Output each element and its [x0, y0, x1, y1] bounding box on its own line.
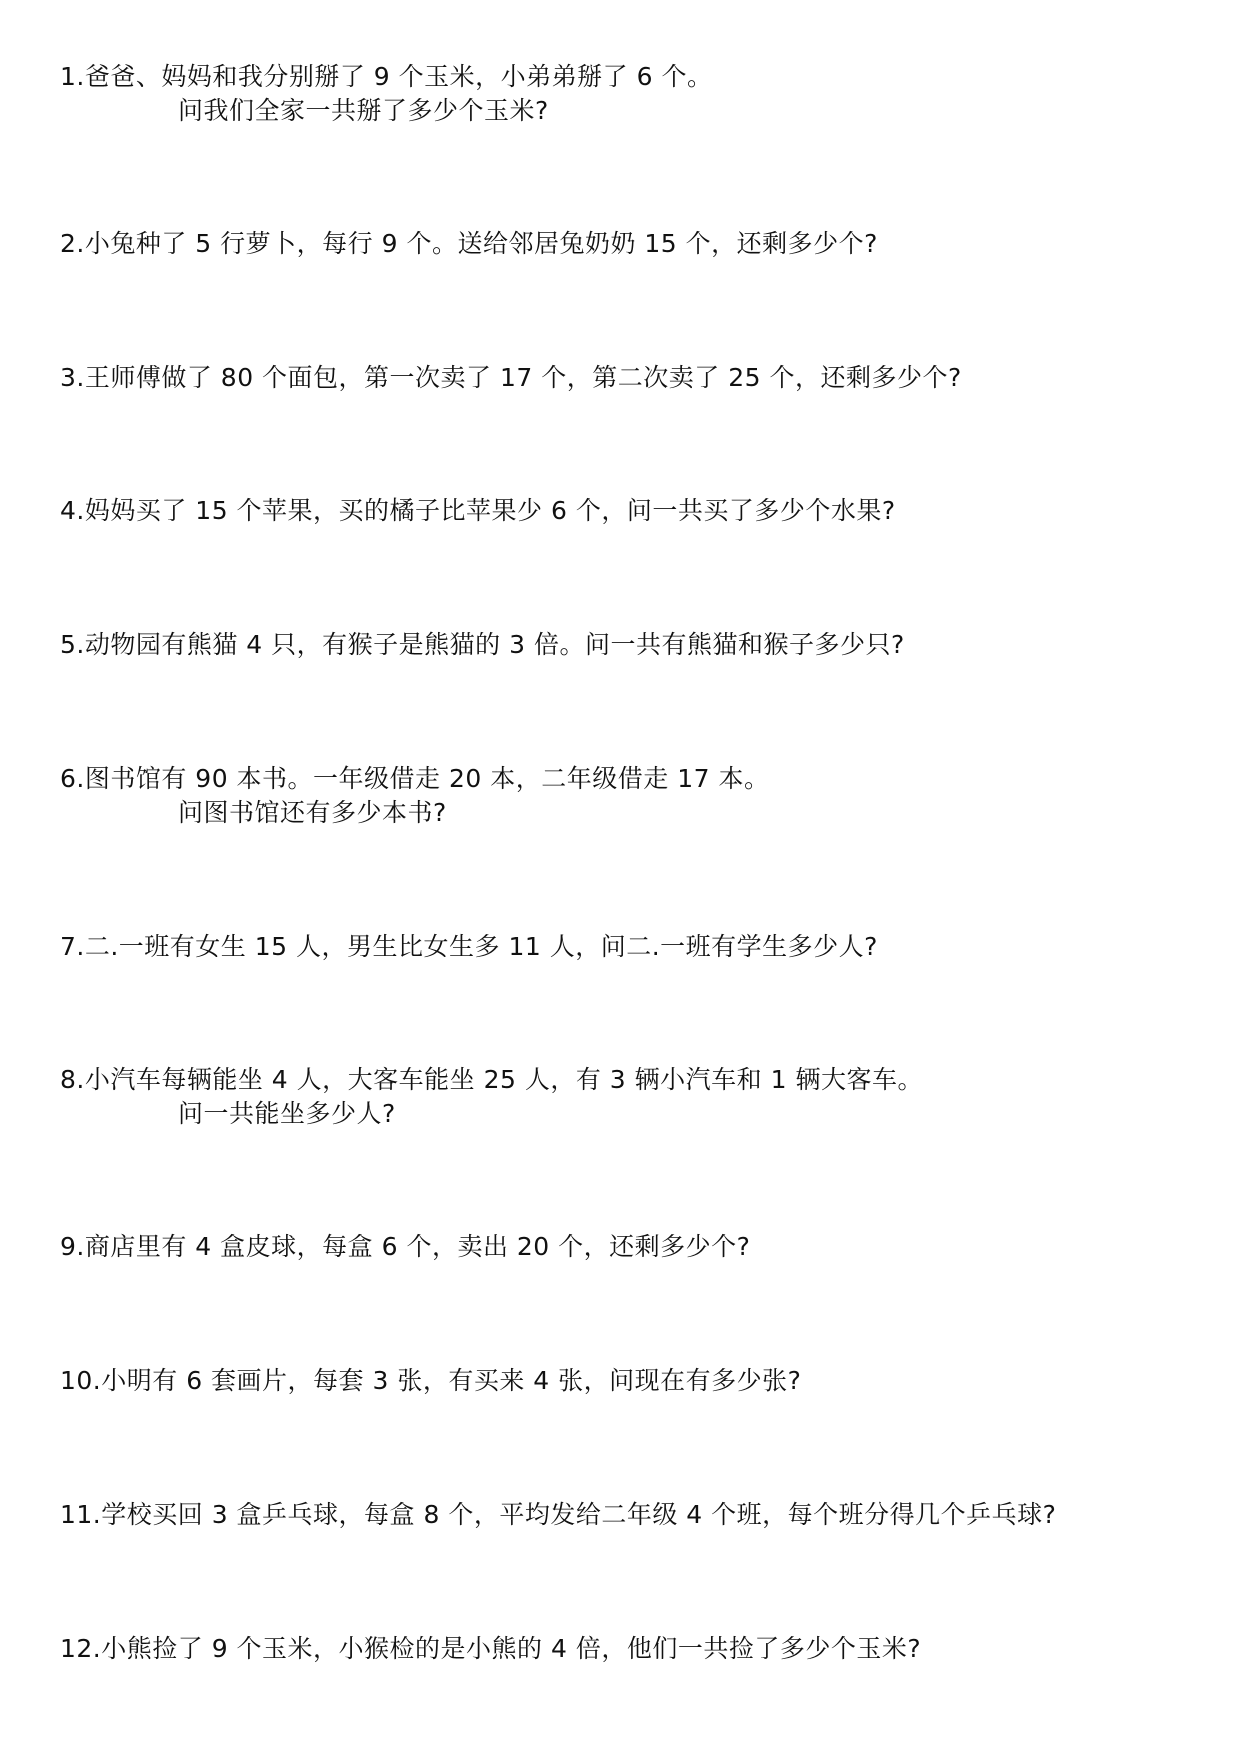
problem-8-question: 问一共能坐多少人? [178, 1099, 396, 1128]
problem-3-text: 3.王师傅做了 80 个面包，第一次卖了 17 个，第二次卖了 25 个，还剩多少个? [60, 363, 962, 392]
problem-6 [60, 762, 1210, 830]
problem-10 [60, 1364, 1210, 1398]
problem-4-text: 4.妈妈买了 15 个苹果，买的橘子比苹果少 6 个，问一共买了多少个水果? [60, 496, 896, 525]
problem-1-question: 问我们全家一共掰了多少个玉米? [178, 96, 549, 125]
problem-9 [60, 1230, 1210, 1264]
problem-10-text: 10.小明有 6 套画片，每套 3 张，有买来 4 张，问现在有多少张? [60, 1366, 802, 1395]
problem-6-text: 6.图书馆有 90 本书。一年级借走 20 本，二年级借走 17 本。 [60, 764, 770, 793]
problem-7 [60, 930, 1210, 964]
problem-3 [60, 361, 1210, 395]
problem-9-text: 9.商店里有 4 盒皮球，每盒 6 个，卖出 20 个，还剩多少个? [60, 1232, 751, 1261]
problem-6-question: 问图书馆还有多少本书? [178, 798, 447, 827]
problem-11 [60, 1498, 1210, 1532]
problem-11-text: 11.学校买回 3 盒乒乓球，每盒 8 个，平均发给二年级 4 个班，每个班分得几个乒乓球? [60, 1500, 1057, 1529]
problem-1-text: 1.爸爸、妈妈和我分别掰了 9 个玉米，小弟弟掰了 6 个。 [60, 62, 713, 91]
problem-7-text: 7.二.一班有女生 15 人，男生比女生多 11 人，问二.一班有学生多少人? [60, 932, 878, 961]
problem-1 [60, 60, 1210, 128]
problem-5 [60, 628, 1210, 662]
problem-4 [60, 494, 1210, 528]
problem-2 [60, 227, 1210, 261]
problem-8 [60, 1063, 1210, 1131]
problem-12-text: 12.小熊捡了 9 个玉米，小猴检的是小熊的 4 倍，他们一共捡了多少个玉米? [60, 1634, 922, 1663]
problem-8-text: 8.小汽车每辆能坐 4 人，大客车能坐 25 人，有 3 辆小汽车和 1 辆大客车。 [60, 1065, 923, 1094]
problem-5-text: 5.动物园有熊猫 4 只，有猴子是熊猫的 3 倍。问一共有熊猫和猴子多少只? [60, 630, 905, 659]
problem-12 [60, 1632, 1210, 1666]
problem-2-text: 2.小兔种了 5 行萝卜，每行 9 个。送给邻居兔奶奶 15 个，还剩多少个? [60, 229, 878, 258]
